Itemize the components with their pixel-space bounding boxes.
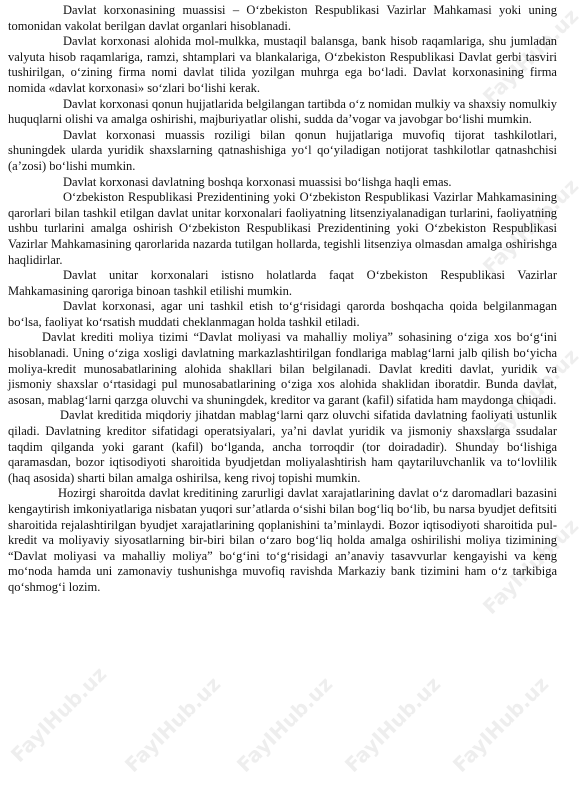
watermark-text: FayIHub.uz (478, 513, 583, 619)
watermark-text: FayIHub.uz (6, 661, 112, 767)
paragraph: Hozirgi sharoitda davlat kreditining zarurligi davlat xarajatlarining davlat o‘z daromadlari bazasini kengaytirish imkoniyatlariga nisbatan yuqori sur’atlarda o‘sishi bilan bog‘liq bo‘lib, bu narsa byudjet defitsiti sharoitida rejalashtirilgan byudjet xarajatlarining qoplanishini ta’minlaydi. Bozor iqtisodiyoti sharoitida pul-kredit va moliyaviy siyosatlarning bir-biri bilan o‘zaro bog‘liq holda amalga oshirilishi moliya tizimining “Davlat moliyasi va mahalliy moliya” bo‘g‘ini to‘g‘risidagi an’anaviy tasavvurlar kengayishi va keng mo‘noda hamda uni zamonaviy tushunishga muvofiq ravishda Markaziy bank tizimini ham o‘z tarkibiga qo‘shmog‘i lozim. (8, 486, 557, 594)
paragraph: Davlat korxonasi muassis roziligi bilan qonun hujjatlariga muvofiq tijorat tashkilotlari, shuningdek ularda yuridik shaxslarning qatnashishiga yo‘l qo‘yiladigan notijorat tashkilotlar qatnashchisi (a’zosi) bo‘lishi mumkin. (8, 127, 557, 173)
watermark-text: FayIHub.uz (120, 671, 226, 777)
paragraph: Davlat korxonasining muassisi – O‘zbekiston Respublikasi Vazirlar Mahkamasi yoki uning tomonidan vakolat berilgan davlat organlari hisoblanadi. (8, 3, 557, 33)
paragraph: Davlat korxonasi davlatning boshqa korxonasi muassisi bo‘lishga haqli emas. (63, 174, 452, 189)
watermark-text: FayIHub.uz (448, 671, 554, 777)
watermark-text: FayIHub.uz (340, 671, 446, 777)
paragraph: Davlat krediti moliya tizimi “Davlat moliyasi va mahalliy moliya” sohasining o‘ziga xos bo‘g‘ini hisoblanadi. Uning o‘ziga xosligi davlatning markazlashtirilgan fondlariga mablag‘larni jalb qilish bo‘yicha moliya-kredit munosabatlarining alohida shakllari bilan belgilanadi. Davlat krediti davlat, yuridik va jismoniy shaxslar o‘rtasidagi pul munosabatlarining o‘ziga xos alohida shaklidan iboratdir. Bunda davlat, asosan, mablag‘larni qarzga oluvchi va shuningdek, kreditor va garant (kafil) sifatida ham maydonga chiqadi. (8, 330, 557, 407)
paragraph: Davlat korxonasi qonun hujjatlarida belgilangan tartibda o‘z nomidan mulkiy va shaxsiy nomulkiy huquqlarni olishi va amalga oshirishi, majburiyatlar olishi, sudda da’vogar va javobgar bo‘lishi mumkin. (8, 96, 557, 127)
paragraph: Davlat korxonasi alohida mol-mulkka, mustaqil balansga, bank hisob raqamlariga, shu jumladan valyuta hisob raqamlariga, ramzi, shtamplari va blankalariga, O‘zbekiston Respublikasi Davlat gerbi tasviri tushirilgan, o‘zining firma nomi davlat tilida yozilgan muhrga ega bo‘ladi. Davlat korxonasining firma nomida «davlat korxonasi» so‘zlari bo‘lishi kerak. (8, 34, 557, 95)
paragraph: Davlat korxonasi, agar uni tashkil etish to‘g‘risidagi qarorda boshqacha qoida belgilanmagan bo‘lsa, faoliyat ko‘rsatish muddati cheklanmagan holda tashkil etiladi. (8, 299, 557, 329)
paragraph: O‘zbekiston Respublikasi Prezidentining yoki O‘zbekiston Respublikasi Vazirlar Mahkamasining qarorlari bilan tashkil etilgan davlat unitar korxonalari faoliyatning litsenziyalanadigan turlarini, faoliyatning ushbu turlarini amalga oshirish O‘zbekiston Respublikasi Prezidentining yoki O‘zbekiston Respublikasi Vazirlar Mahkamasining qarorlarida nazarda tutilgan hollarda, tegishli litsenziya olmasdan amalga oshirishga haqlidirlar. (8, 190, 557, 267)
watermark-text: FayIHub.uz (478, 343, 583, 449)
watermark-text: FayIHub.uz (478, 173, 583, 279)
paragraph: Davlat kreditida miqdoriy jihatdan mablag‘larni qarz oluvchi sifatida davlatning faoliyati ustunlik qiladi. Davlatning kreditor sifatidagi operatsiyalari, ya’ni davlat yuridik va jismoniy shaxslarga ssudalar taqdim qilganda yoki garant (kafil) bo‘lganda, ancha torroqdir (tor doiradadir). Shunday bo‘lishiga qaramasdan, bozor iqtisodiyoti sharoitida byudjetdan moliyalashtirish ham qaytariluvchanlik va to‘lovlilik (haq asosida) sharti bilan amalga oshirilsa, keng rivoj topishi mumkin. (8, 408, 557, 485)
watermark-text: FayIHub.uz (478, 3, 583, 109)
paragraph: Davlat unitar korxonalari istisno holatlarda faqat O‘zbekiston Respublikasi Vazirlar Mahkamasining qaroriga binoan tashkil etilishi mumkin. (8, 268, 557, 298)
watermark-text: FayIHub.uz (232, 671, 338, 777)
